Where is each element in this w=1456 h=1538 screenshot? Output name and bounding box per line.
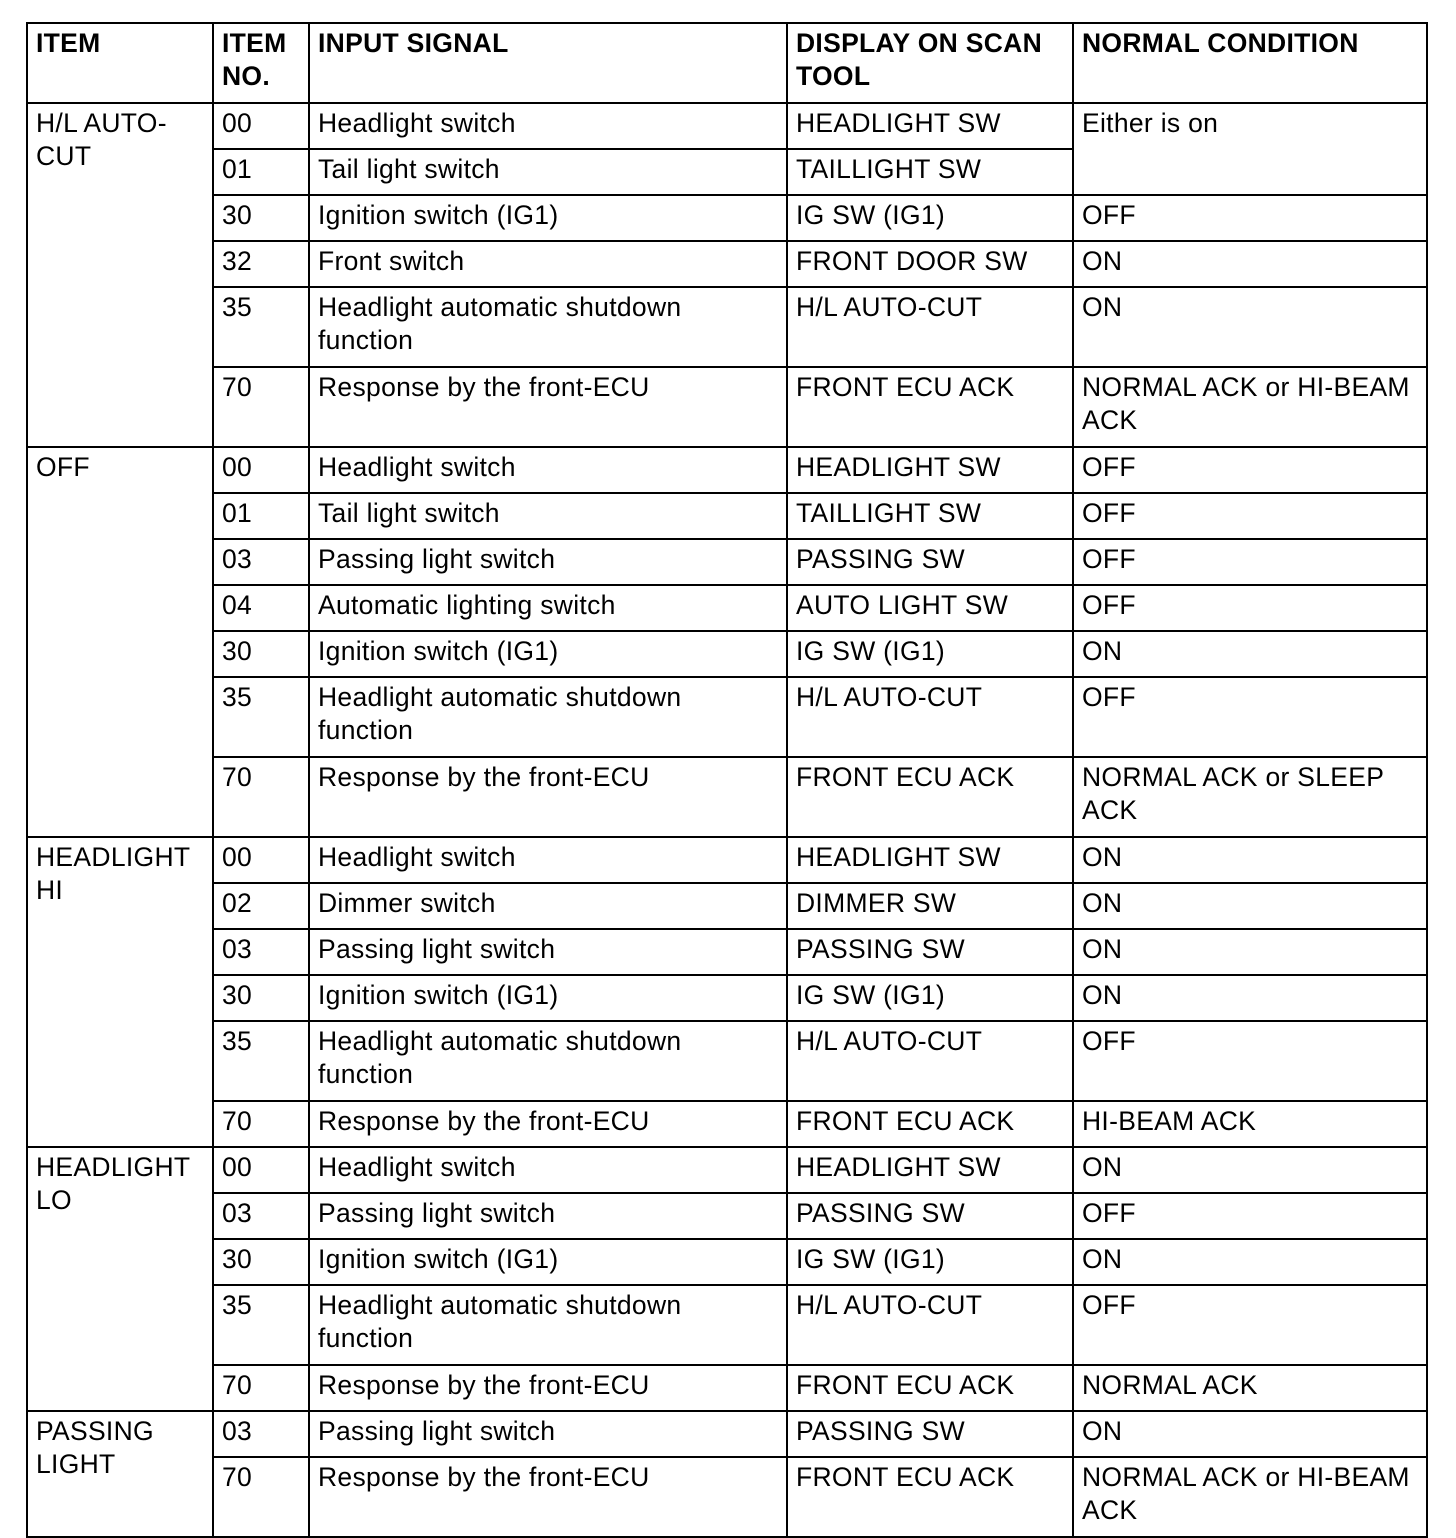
header-normal-condition: NORMAL CONDITION <box>1073 23 1427 103</box>
input-signal-cell: Automatic lighting switch <box>309 585 787 631</box>
input-signal-cell: Headlight automatic shutdown function <box>309 287 787 367</box>
item-cell: OFF <box>27 447 213 837</box>
normal-condition-cell: Either is on <box>1073 103 1427 195</box>
normal-condition-cell: OFF <box>1073 585 1427 631</box>
item-no-cell: 30 <box>213 975 309 1021</box>
display-cell: H/L AUTO-CUT <box>787 1021 1073 1101</box>
normal-condition-cell: ON <box>1073 1147 1427 1193</box>
normal-condition-cell: OFF <box>1073 195 1427 241</box>
table-row <box>27 1411 1427 1457</box>
display-cell: IG SW (IG1) <box>787 631 1073 677</box>
item-no-cell: 03 <box>213 539 309 585</box>
input-signal-cell: Headlight switch <box>309 837 787 883</box>
item-no-cell: 35 <box>213 1285 309 1365</box>
item-no-cell: 01 <box>213 149 309 195</box>
display-cell: TAILLIGHT SW <box>787 493 1073 539</box>
input-signal-cell: Response by the front-ECU <box>309 757 787 837</box>
item-no-cell: 03 <box>213 929 309 975</box>
header-item-no: ITEM NO. <box>213 23 309 103</box>
display-cell: HEADLIGHT SW <box>787 1147 1073 1193</box>
input-signal-cell: Headlight switch <box>309 447 787 493</box>
table-row <box>27 1285 1427 1365</box>
normal-condition-cell: OFF <box>1073 493 1427 539</box>
normal-condition-cell: ON <box>1073 1239 1427 1285</box>
normal-condition-cell: OFF <box>1073 677 1427 757</box>
display-cell: HEADLIGHT SW <box>787 103 1073 149</box>
input-signal-cell: Headlight switch <box>309 103 787 149</box>
table-row <box>27 757 1427 837</box>
item-no-cell: 70 <box>213 367 309 447</box>
normal-condition-cell: ON <box>1073 883 1427 929</box>
table-row <box>27 1239 1427 1285</box>
table-row <box>27 929 1427 975</box>
display-cell: AUTO LIGHT SW <box>787 585 1073 631</box>
table-row <box>27 195 1427 241</box>
input-signal-cell: Headlight automatic shutdown function <box>309 677 787 757</box>
input-signal-cell: Ignition switch (IG1) <box>309 1239 787 1285</box>
table-row <box>27 631 1427 677</box>
normal-condition-cell: OFF <box>1073 447 1427 493</box>
item-no-cell: 70 <box>213 757 309 837</box>
item-no-cell: 32 <box>213 241 309 287</box>
table-row <box>27 585 1427 631</box>
normal-condition-cell: NORMAL ACK or HI-BEAM ACK <box>1073 1457 1427 1537</box>
input-signal-cell: Headlight automatic shutdown function <box>309 1285 787 1365</box>
header-display-on-scan-tool: DISPLAY ON SCAN TOOL <box>787 23 1073 103</box>
normal-condition-cell: OFF <box>1073 1193 1427 1239</box>
item-cell: HEADLIGHT LO <box>27 1147 213 1411</box>
item-no-cell: 70 <box>213 1101 309 1147</box>
display-cell: PASSING SW <box>787 929 1073 975</box>
display-cell: H/L AUTO-CUT <box>787 677 1073 757</box>
input-signal-cell: Response by the front-ECU <box>309 367 787 447</box>
input-signal-cell: Response by the front-ECU <box>309 1457 787 1537</box>
input-signal-cell: Passing light switch <box>309 929 787 975</box>
normal-condition-cell: ON <box>1073 929 1427 975</box>
normal-condition-cell: ON <box>1073 975 1427 1021</box>
display-cell: H/L AUTO-CUT <box>787 1285 1073 1365</box>
input-signal-cell: Tail light switch <box>309 493 787 539</box>
normal-condition-cell: NORMAL ACK or SLEEP ACK <box>1073 757 1427 837</box>
input-signal-cell: Headlight switch <box>309 1147 787 1193</box>
table-row <box>27 493 1427 539</box>
item-no-cell: 30 <box>213 195 309 241</box>
table-row <box>27 1147 1427 1193</box>
item-no-cell: 01 <box>213 493 309 539</box>
table-row <box>27 287 1427 367</box>
normal-condition-cell: OFF <box>1073 1021 1427 1101</box>
table-body <box>27 103 1427 1537</box>
table-row <box>27 1365 1427 1411</box>
table-row <box>27 241 1427 287</box>
table-row <box>27 975 1427 1021</box>
input-signal-cell: Passing light switch <box>309 1411 787 1457</box>
table-row <box>27 103 1427 149</box>
table-row <box>27 1457 1427 1537</box>
input-signal-cell: Ignition switch (IG1) <box>309 631 787 677</box>
display-cell: IG SW (IG1) <box>787 195 1073 241</box>
item-no-cell: 00 <box>213 103 309 149</box>
display-cell: FRONT ECU ACK <box>787 757 1073 837</box>
normal-condition-cell: ON <box>1073 1411 1427 1457</box>
table-row <box>27 883 1427 929</box>
item-no-cell: 00 <box>213 447 309 493</box>
display-cell: FRONT ECU ACK <box>787 1457 1073 1537</box>
display-cell: HEADLIGHT SW <box>787 837 1073 883</box>
header-row <box>27 23 1427 103</box>
input-signal-cell: Passing light switch <box>309 539 787 585</box>
item-cell: HEADLIGHT HI <box>27 837 213 1147</box>
item-no-cell: 30 <box>213 631 309 677</box>
display-cell: HEADLIGHT SW <box>787 447 1073 493</box>
display-cell: DIMMER SW <box>787 883 1073 929</box>
display-cell: TAILLIGHT SW <box>787 149 1073 195</box>
input-signal-cell: Response by the front-ECU <box>309 1101 787 1147</box>
item-no-cell: 02 <box>213 883 309 929</box>
display-cell: PASSING SW <box>787 539 1073 585</box>
input-signal-cell: Front switch <box>309 241 787 287</box>
input-signal-cell: Response by the front-ECU <box>309 1365 787 1411</box>
item-no-cell: 00 <box>213 837 309 883</box>
header-input-signal: INPUT SIGNAL <box>309 23 787 103</box>
normal-condition-cell: OFF <box>1073 1285 1427 1365</box>
display-cell: PASSING SW <box>787 1411 1073 1457</box>
normal-condition-cell: ON <box>1073 631 1427 677</box>
display-cell: PASSING SW <box>787 1193 1073 1239</box>
input-signal-cell: Tail light switch <box>309 149 787 195</box>
item-no-cell: 04 <box>213 585 309 631</box>
table-row <box>27 367 1427 447</box>
item-no-cell: 35 <box>213 1021 309 1101</box>
item-no-cell: 03 <box>213 1193 309 1239</box>
item-no-cell: 70 <box>213 1365 309 1411</box>
table-row <box>27 539 1427 585</box>
item-no-cell: 00 <box>213 1147 309 1193</box>
display-cell: H/L AUTO-CUT <box>787 287 1073 367</box>
normal-condition-cell: ON <box>1073 241 1427 287</box>
display-cell: IG SW (IG1) <box>787 1239 1073 1285</box>
normal-condition-cell: NORMAL ACK <box>1073 1365 1427 1411</box>
normal-condition-cell: ON <box>1073 837 1427 883</box>
item-cell: PASSING LIGHT <box>27 1411 213 1537</box>
normal-condition-cell: HI-BEAM ACK <box>1073 1101 1427 1147</box>
display-cell: IG SW (IG1) <box>787 975 1073 1021</box>
input-signal-cell: Headlight automatic shutdown function <box>309 1021 787 1101</box>
table-row <box>27 1101 1427 1147</box>
display-cell: FRONT DOOR SW <box>787 241 1073 287</box>
table-row <box>27 837 1427 883</box>
input-signal-cell: Ignition switch (IG1) <box>309 195 787 241</box>
normal-condition-cell: OFF <box>1073 539 1427 585</box>
input-signal-cell: Ignition switch (IG1) <box>309 975 787 1021</box>
display-cell: FRONT ECU ACK <box>787 1101 1073 1147</box>
table-row <box>27 1193 1427 1239</box>
item-no-cell: 03 <box>213 1411 309 1457</box>
item-no-cell: 30 <box>213 1239 309 1285</box>
header-item: ITEM <box>27 23 213 103</box>
table-row <box>27 677 1427 757</box>
table-row <box>27 447 1427 493</box>
input-signal-cell: Passing light switch <box>309 1193 787 1239</box>
table-row <box>27 1021 1427 1101</box>
item-cell: H/L AUTO-CUT <box>27 103 213 447</box>
display-cell: FRONT ECU ACK <box>787 1365 1073 1411</box>
normal-condition-cell: ON <box>1073 287 1427 367</box>
normal-condition-cell: NORMAL ACK or HI-BEAM ACK <box>1073 367 1427 447</box>
signal-check-table <box>26 22 1428 1538</box>
input-signal-cell: Dimmer switch <box>309 883 787 929</box>
item-no-cell: 35 <box>213 287 309 367</box>
item-no-cell: 70 <box>213 1457 309 1537</box>
display-cell: FRONT ECU ACK <box>787 367 1073 447</box>
item-no-cell: 35 <box>213 677 309 757</box>
